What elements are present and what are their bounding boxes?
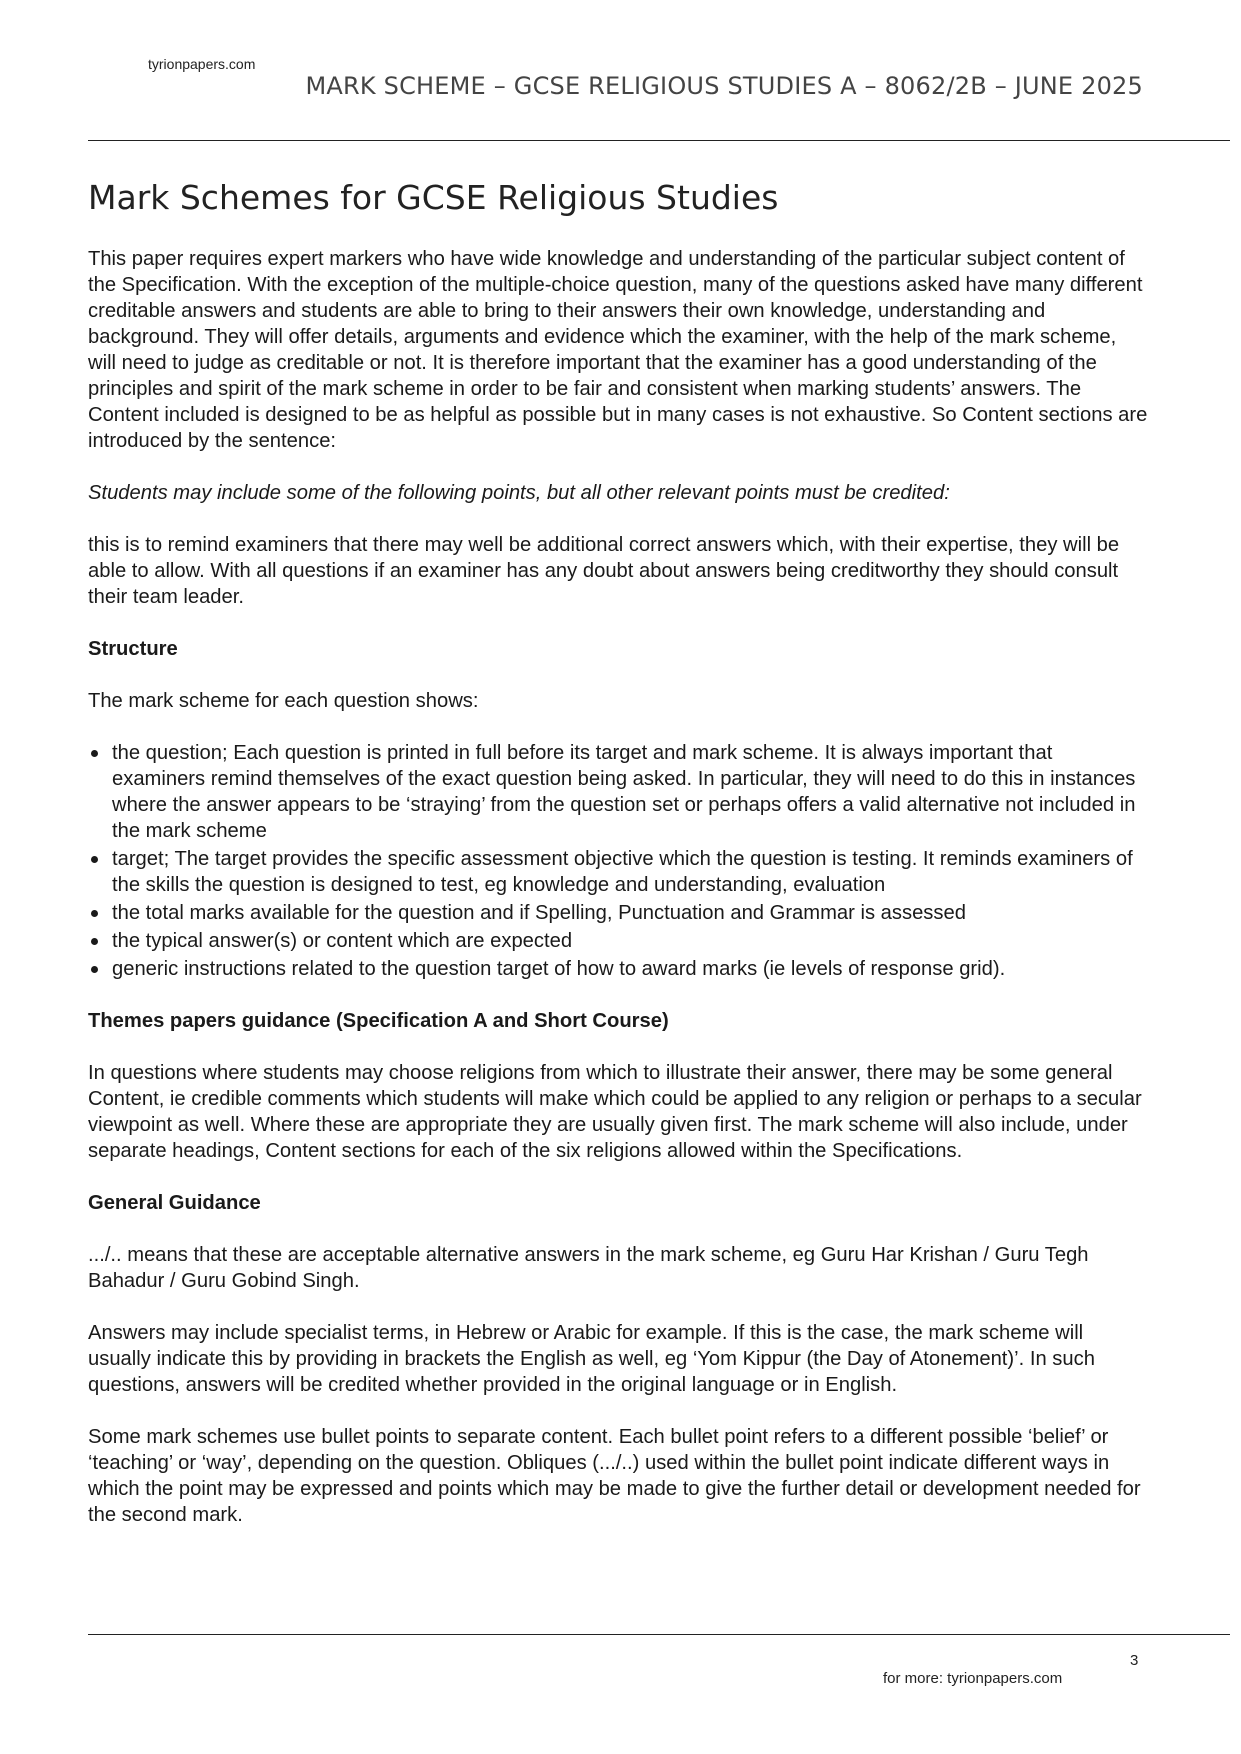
header-divider [88, 140, 1230, 141]
page-content [88, 178, 1148, 1554]
list-item: the total marks available for the question and if Spelling, Punctuation and Grammar is assessed [88, 900, 1148, 926]
site-watermark: tyrionpapers.com [148, 56, 256, 72]
page-title: Mark Schemes for GCSE Religious Studies [88, 178, 779, 217]
general-guidance-heading: General Guidance [88, 1192, 261, 1214]
intro-quote: Students may include some of the following points, but all other relevant points must be credited: [88, 482, 950, 504]
intro-paragraph: This paper requires expert markers who have wide knowledge and understanding of the particular subject content of the Specification. With the exception of the multiple-choice question, many of the questions asked have many different creditable answers and students are able to bring to their answers their own knowledge, understanding and background. They will offer details, arguments and evidence which the examiner, with the help of the mark scheme, will need to judge as creditable or not. It is therefore important that the examiner has a good understanding of the principles and spirit of the mark scheme in order to be fair and consistent when marking students’ answers. The Content included is designed to be as helpful as possible but in many cases is not exhaustive. So Content sections are introduced by the sentence: [88, 248, 1148, 452]
intro-reminder: this is to remind examiners that there may well be additional correct answers which, with their expertise, they will be able to allow. With all questions if an examiner has any doubt about answers being creditworthy they should consult their team leader. [88, 534, 1120, 608]
general-paragraph-bullet-points: Some mark schemes use bullet points to separate content. Each bullet point refers to a different possible ‘belief’ or ‘teaching’ or ‘way’, depending on the question. Obliques (.../..) used within the bullet point indicate different ways in which the point may be expressed and points which may be made to give the further detail or development needed for the second mark. [88, 1426, 1141, 1526]
list-item: the question; Each question is printed in full before its target and mark scheme. It is always important that examiners remind themselves of the exact question being asked. In particular, they will need to do this in instances where the answer appears to be ‘straying’ from the question set or perhaps offers a valid alternative not included in the mark scheme [88, 740, 1148, 844]
footer-link[interactable]: for more: tyrionpapers.com [883, 1670, 1063, 1687]
list-item: generic instructions related to the question target of how to award marks (ie levels of response grid). [88, 956, 1148, 982]
structure-list [88, 740, 1148, 982]
structure-lead: The mark scheme for each question shows: [88, 690, 479, 712]
themes-paragraph: In questions where students may choose religions from which to illustrate their answer, there may be some general Content, ie credible comments which students will make which could be applied to any religion or perhaps to a secular viewpoint as well. Where these are appropriate they are usually given first. The mark scheme will also include, under separate headings, Content sections for each of the six religions allowed within the Specifications. [88, 1062, 1142, 1162]
general-paragraph-alternatives: .../.. means that these are acceptable alternative answers in the mark scheme, eg Guru Har Krishan / Guru Tegh Bahadur / Guru Gobind Singh. [88, 1244, 1089, 1292]
list-item: target; The target provides the specific assessment objective which the question is testing. It reminds examiners of the skills the question is designed to test, eg knowledge and understanding, evaluation [88, 846, 1148, 898]
general-paragraph-specialist-terms: Answers may include specialist terms, in Hebrew or Arabic for example. If this is the case, the mark scheme will usually indicate this by providing in brackets the English as well, eg ‘Yom Kippur (the Day of Atonement)’. In such questions, answers will be credited whether provided in the original language or in English. [88, 1322, 1095, 1396]
structure-heading: Structure [88, 638, 178, 660]
running-header-title: MARK SCHEME – GCSE RELIGIOUS STUDIES A – 8062/2B – JUNE 2025 [305, 72, 1143, 100]
page-number: 3 [1130, 1652, 1139, 1669]
footer-divider [88, 1634, 1230, 1635]
themes-heading: Themes papers guidance (Specification A and Short Course) [88, 1010, 669, 1032]
list-item: the typical answer(s) or content which are expected [88, 928, 1148, 954]
